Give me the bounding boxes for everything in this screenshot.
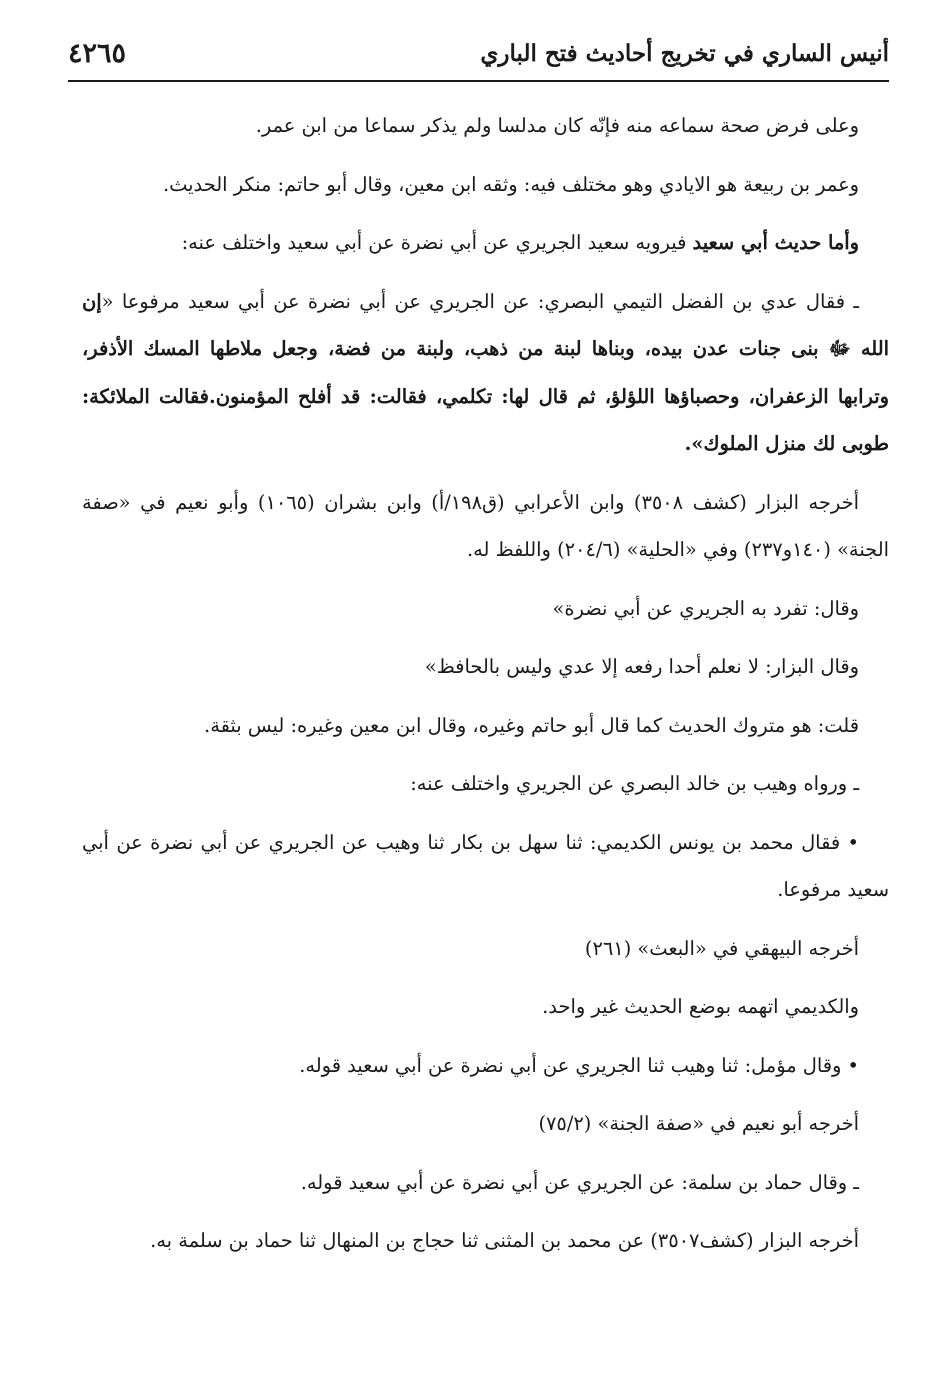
- paragraph: [82, 760, 889, 808]
- paragraph-text: ».: [684, 432, 704, 455]
- bold-heading: وأما حديث أبي سعيد: [692, 231, 859, 254]
- paragraph: [82, 643, 889, 691]
- paragraph-text: أخرجه البيهقي في «البعث» (٢٦١): [584, 936, 859, 960]
- paragraph-text: أخرجه البزار (كشف٣٥٠٧) عن محمد بن المثنى ثنا حجاج بن المنهال ثنا حماد بن سلمة به.: [150, 1229, 859, 1252]
- paragraph: [82, 102, 889, 150]
- page-body: [82, 102, 889, 1276]
- paragraph: [82, 1042, 889, 1090]
- paragraph-text: فيرويه سعيد الجريري عن أبي نضرة عن أبي سعيد واختلف عنه:: [181, 231, 693, 254]
- paragraph: [82, 983, 889, 1031]
- hadith-text: إن الله ﷻ بنى جنات عدن بيده، وبناها لبنة من ذهب، ولبنة من فضة، وجعل ملاطها المسك الأذفر، وترابها الزعفران، وحصباؤها اللؤلؤ، ثم قال لها: تكلمي، فقالت: قد أفلح المؤمنون.فقالت الملائكة: طوبى لك منزل الملوك: [82, 289, 889, 455]
- paragraph: [82, 1159, 889, 1207]
- paragraph-text: والكديمي اتهمه بوضع الحديث غير واحد.: [542, 995, 859, 1018]
- paragraph-text: ـ ورواه وهيب بن خالد البصري عن الجريري واختلف عنه:: [410, 772, 859, 795]
- page-number: ٤٢٦٥: [68, 38, 127, 69]
- paragraph-text: قلت: هو متروك الحديث كما قال أبو حاتم وغيره، وقال ابن معين وغيره: ليس بثقة.: [204, 713, 859, 737]
- paragraph: [82, 161, 889, 209]
- paragraph: [82, 479, 889, 574]
- running-header: [68, 30, 889, 82]
- paragraph: [82, 1217, 889, 1265]
- paragraph: [82, 219, 889, 267]
- paragraph-text: وعلى فرض صحة سماعه منه فإنّه كان مدلسا ولم يذكر سماعا من ابن عمر.: [255, 114, 859, 137]
- paragraph: [82, 585, 889, 633]
- paragraph: [82, 819, 889, 914]
- paragraph-text: ـ فقال عدي بن الفضل التيمي البصري: عن الجريري عن أبي نضرة عن أبي سعيد مرفوعا «: [101, 289, 859, 313]
- paragraph-text: أخرجه أبو نعيم في «صفة الجنة» (٧٥/٢): [538, 1112, 859, 1135]
- paragraph: [82, 702, 889, 750]
- paragraph: [82, 925, 889, 973]
- paragraph: [82, 1100, 889, 1148]
- paragraph-text: وقال البزار: لا نعلم أحدا رفعه إلا عدي وليس بالحافظ»: [424, 655, 859, 678]
- paragraph-text: • فقال محمد بن يونس الكديمي: ثنا سهل بن بكار ثنا وهيب عن الجريري عن أبي نضرة عن أبي سعيد مرفوعا.: [82, 830, 889, 901]
- paragraph-text: ـ وقال حماد بن سلمة: عن الجريري عن أبي نضرة عن أبي سعيد قوله.: [300, 1170, 859, 1194]
- paragraph-text: أخرجه البزار (كشف ٣٥٠٨) وابن الأعرابي (ق١٩٨/أ) وابن بشران (١٠٦٥) وأبو نعيم في «صفة الجنة» (١٤٠و٢٣٧) وفي «الحلية» (٢٠٤/٦) واللفظ له.: [82, 490, 889, 561]
- paragraph-text: وقال: تفرد به الجريري عن أبي نضرة»: [552, 596, 859, 620]
- paragraph-text: وعمر بن ربيعة هو الايادي وهو مختلف فيه: وثقه ابن معين، وقال أبو حاتم: منكر الحديث.: [162, 172, 859, 196]
- paragraph-text: • وقال مؤمل: ثنا وهيب ثنا الجريري عن أبي نضرة عن أبي سعيد قوله.: [299, 1053, 859, 1077]
- book-title: أنيس الساري في تخريج أحاديث فتح الباري: [480, 40, 889, 67]
- paragraph: [82, 278, 889, 468]
